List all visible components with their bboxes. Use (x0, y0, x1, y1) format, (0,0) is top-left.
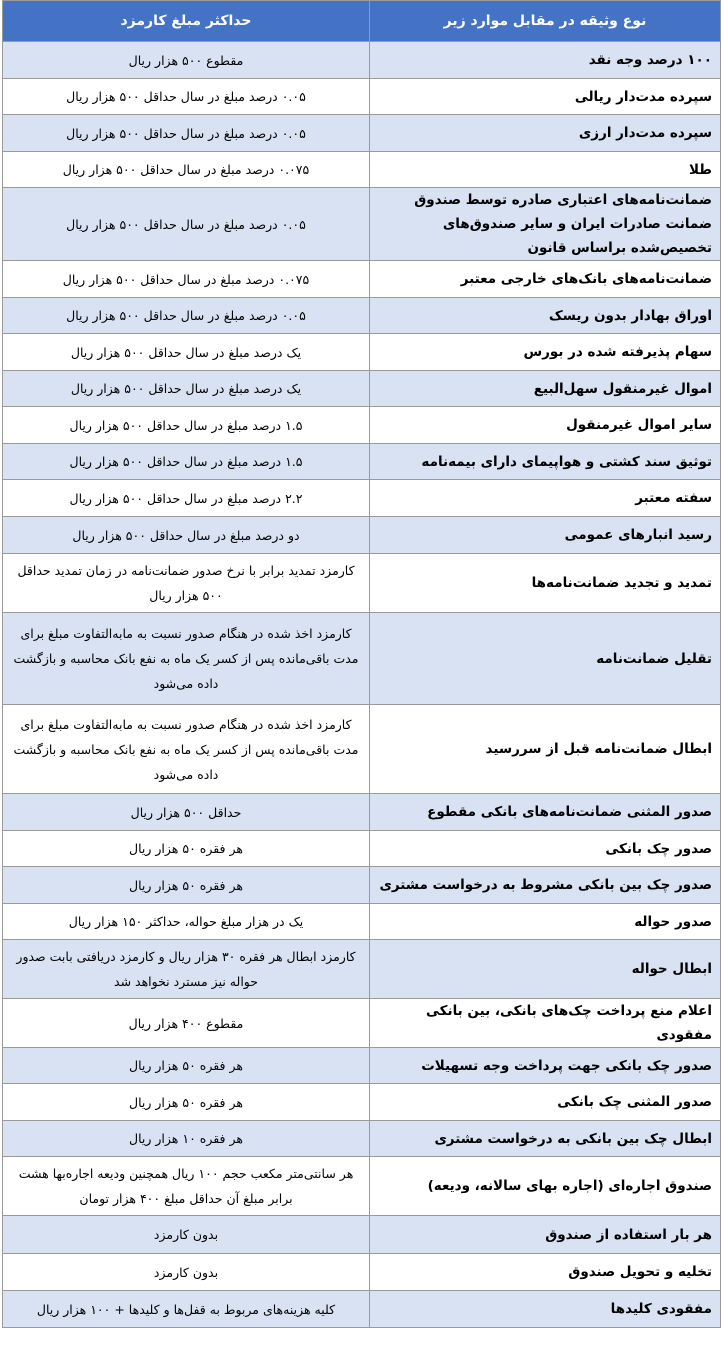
table-row (3, 613, 721, 705)
collateral-type-cell: تخلیه و تحویل صندوق (370, 1254, 721, 1291)
fee-cell: هر فقره ۵۰ هزار ریال (3, 1048, 370, 1084)
fee-cell: هر فقره ۱۰ هزار ریال (3, 1121, 370, 1157)
fee-cell: هر فقره ۵۰ هزار ریال (3, 1084, 370, 1121)
collateral-type-cell: ابطال حواله (370, 940, 721, 999)
collateral-type-cell: ۱۰۰ درصد وجه نقد (370, 42, 721, 79)
collateral-type-cell: صدور چک بانکی (370, 831, 721, 867)
collateral-type-cell: سپرده مدت‌دار ریالی (370, 79, 721, 115)
fee-cell: یک درصد مبلغ در سال حداقل ۵۰۰ هزار ریال (3, 371, 370, 407)
fee-cell: کارمزد اخذ شده در هنگام صدور نسبت به مابه‌التفاوت مبلغ برای مدت باقی‌مانده پس از کسر یک ماه به نفع بانک محاسبه و بازگشت داده می‌شود (3, 705, 370, 794)
collateral-type-cell: صدور المثنی چک بانکی (370, 1084, 721, 1121)
table-row (3, 261, 721, 298)
fee-cell: هر فقره ۵۰ هزار ریال (3, 831, 370, 867)
fee-cell: هر سانتی‌متر مکعب حجم ۱۰۰ ریال همچنین ودیعه اجاره‌بها هشت برابر مبلغ آن حداقل مبلغ ۴۰۰ هزار تومان (3, 1157, 370, 1216)
collateral-type-cell: صندوق اجاره‌ای (اجاره بهای سالانه، ودیعه) (370, 1157, 721, 1216)
fee-cell: ۰.۰۵ درصد مبلغ در سال حداقل ۵۰۰ هزار ریال (3, 298, 370, 334)
header-collateral-type: نوع وثیقه در مقابل موارد زیر (370, 1, 721, 42)
table-row (3, 867, 721, 904)
collateral-type-cell: صدور چک بین بانکی مشروط به درخواست مشتری (370, 867, 721, 904)
fees-table (2, 0, 721, 1328)
fee-cell: یک درصد مبلغ در سال حداقل ۵۰۰ هزار ریال (3, 334, 370, 371)
collateral-type-cell: هر بار استفاده از صندوق (370, 1216, 721, 1254)
fee-cell: کارمزد اخذ شده در هنگام صدور نسبت به مابه‌التفاوت مبلغ برای مدت باقی‌مانده پس از کسر یک ماه به نفع بانک محاسبه و بازگشت داده می‌شود (3, 613, 370, 705)
fee-cell: ۰.۰۵ درصد مبلغ در سال حداقل ۵۰۰ هزار ریال (3, 115, 370, 152)
table-row (3, 42, 721, 79)
collateral-type-cell: صدور المثنی ضمانت‌نامه‌های بانکی مقطوع (370, 794, 721, 831)
table-row (3, 480, 721, 517)
fee-cell: ۱.۵ درصد مبلغ در سال حداقل ۵۰۰ هزار ریال (3, 444, 370, 480)
table-row (3, 152, 721, 188)
fee-cell: کلیه هزینه‌های مربوط به قفل‌ها و کلیدها + ۱۰۰ هزار ریال (3, 1291, 370, 1328)
table-row (3, 1157, 721, 1216)
fee-cell: ۰.۰۷۵ درصد مبلغ در سال حداقل ۵۰۰ هزار ریال (3, 152, 370, 188)
fee-cell: دو درصد مبلغ در سال حداقل ۵۰۰ هزار ریال (3, 517, 370, 554)
fee-cell: ۰.۰۷۵ درصد مبلغ در سال حداقل ۵۰۰ هزار ریال (3, 261, 370, 298)
fee-cell: مقطوع ۴۰۰ هزار ریال (3, 999, 370, 1048)
collateral-type-cell: رسید انبارهای عمومی (370, 517, 721, 554)
table-row (3, 831, 721, 867)
table-row (3, 298, 721, 334)
fee-cell: کارمزد تمدید برابر با نرخ صدور ضمانت‌نامه در زمان تمدید حداقل ۵۰۰ هزار ریال (3, 554, 370, 613)
table-row (3, 371, 721, 407)
fee-cell: هر فقره ۵۰ هزار ریال (3, 867, 370, 904)
table-row (3, 1121, 721, 1157)
collateral-type-cell: طلا (370, 152, 721, 188)
table-row (3, 334, 721, 371)
fee-cell: بدون کارمزد (3, 1216, 370, 1254)
table-row (3, 1216, 721, 1254)
collateral-type-cell: ابطال ضمانت‌نامه قبل از سررسید (370, 705, 721, 794)
table-row (3, 115, 721, 152)
fee-cell: کارمزد ابطال هر فقره ۳۰ هزار ریال و کارمزد دریافتی بابت صدور حواله نیز مسترد نخواهد شد (3, 940, 370, 999)
collateral-type-cell: تقلیل ضمانت‌نامه (370, 613, 721, 705)
table-row (3, 554, 721, 613)
collateral-type-cell: اعلام منع پرداخت چک‌های بانکی، بین بانکی مفقودی (370, 999, 721, 1048)
collateral-type-cell: سپرده مدت‌دار ارزی (370, 115, 721, 152)
table-row (3, 705, 721, 794)
collateral-type-cell: ضمانت‌نامه‌های بانک‌های خارجی معتبر (370, 261, 721, 298)
table-row (3, 444, 721, 480)
collateral-type-cell: ابطال چک بین بانکی به درخواست مشتری (370, 1121, 721, 1157)
collateral-type-cell: سایر اموال غیرمنقول (370, 407, 721, 444)
table-row (3, 79, 721, 115)
header-row (3, 1, 721, 42)
fee-cell: بدون کارمزد (3, 1254, 370, 1291)
fee-cell: ۱.۵ درصد مبلغ در سال حداقل ۵۰۰ هزار ریال (3, 407, 370, 444)
collateral-type-cell: ضمانت‌نامه‌های اعتباری صادره توسط صندوق ضمانت صادرات ایران و سایر صندوق‌های تخصیص‌شده براساس قانون (370, 188, 721, 261)
table-row (3, 794, 721, 831)
collateral-type-cell: صدور حواله (370, 904, 721, 940)
fee-cell: ۰.۰۵ درصد مبلغ در سال حداقل ۵۰۰ هزار ریال (3, 188, 370, 261)
fee-cell: ۲.۲ درصد مبلغ در سال حداقل ۵۰۰ هزار ریال (3, 480, 370, 517)
collateral-type-cell: سفته معتبر (370, 480, 721, 517)
table-row (3, 904, 721, 940)
fee-cell: ۰.۰۵ درصد مبلغ در سال حداقل ۵۰۰ هزار ریال (3, 79, 370, 115)
collateral-type-cell: سهام پذیرفته شده در بورس (370, 334, 721, 371)
collateral-type-cell: مفقودی کلیدها (370, 1291, 721, 1328)
table-row (3, 1084, 721, 1121)
collateral-type-cell: اموال غیرمنقول سهل‌البیع (370, 371, 721, 407)
fee-cell: حداقل ۵۰۰ هزار ریال (3, 794, 370, 831)
table-row (3, 407, 721, 444)
table-row (3, 1291, 721, 1328)
table-row (3, 940, 721, 999)
collateral-type-cell: تمدید و تجدید ضمانت‌نامه‌ها (370, 554, 721, 613)
fee-cell: یک در هزار مبلغ حواله، حداکثر ۱۵۰ هزار ریال (3, 904, 370, 940)
header-max-fee: حداکثر مبلغ کارمزد (3, 1, 370, 42)
table-row (3, 517, 721, 554)
table-row (3, 1254, 721, 1291)
collateral-type-cell: توثیق سند کشتی و هواپیمای دارای بیمه‌نامه (370, 444, 721, 480)
table-row (3, 999, 721, 1048)
fee-cell: مقطوع ۵۰۰ هزار ریال (3, 42, 370, 79)
collateral-type-cell: اوراق بهادار بدون ریسک (370, 298, 721, 334)
collateral-type-cell: صدور چک بانکی جهت پرداخت وجه تسهیلات (370, 1048, 721, 1084)
table-row (3, 1048, 721, 1084)
table-row (3, 188, 721, 261)
